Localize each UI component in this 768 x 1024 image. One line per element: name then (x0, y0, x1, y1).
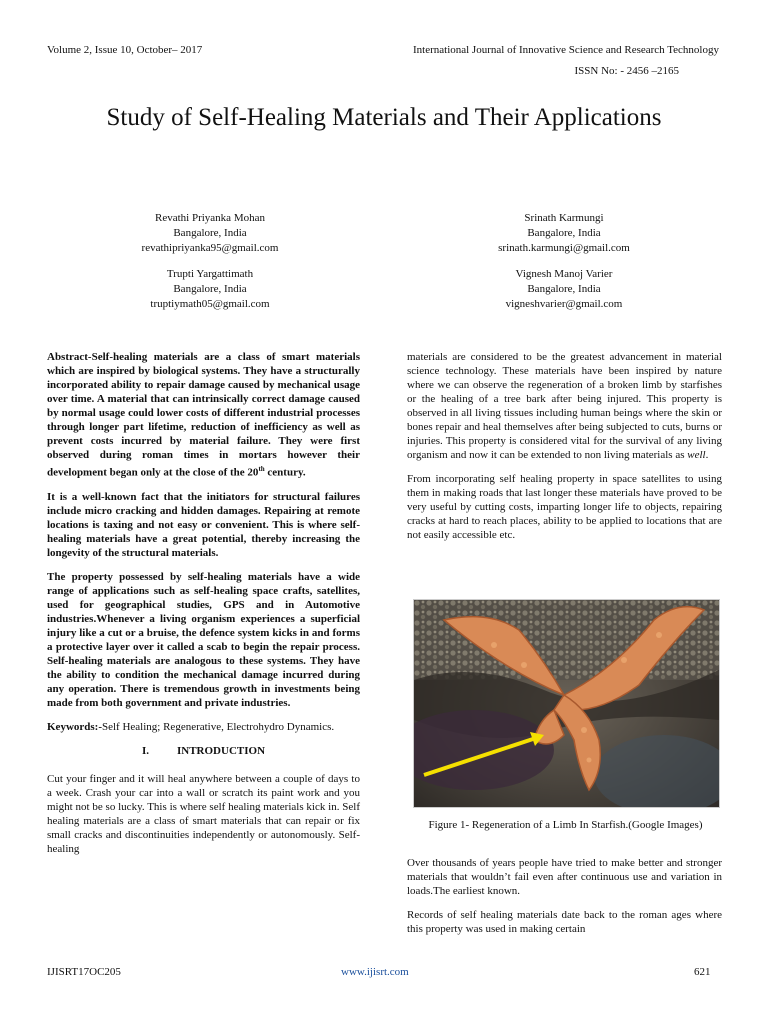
right-column-continued (407, 856, 722, 946)
issn: ISSN No: - 2456 –2165 (574, 65, 679, 77)
abstract-paragraph: The property possessed by self-healing materials have a wide range of applications such as self-healing space crafts, satellites, used for geographical studies, GPS and in Automotive industries.Whenever a living organism experiences a superficial injury like a cut or a bruise, the defence system kicks in and forms a protective layer over it called a scab to begin the repair process. Self-healing materials are analogous to these systems. They have the ability to condition the mechanical damage incurred during any operation. There is tremendous growth in investments being made from both government and private industries. (47, 570, 360, 709)
author-location: Bangalore, India (527, 227, 601, 239)
website-link[interactable]: www.ijisrt.com (341, 966, 409, 978)
page-number: 621 (694, 966, 711, 978)
author-name: Trupti Yargattimath (166, 268, 254, 280)
body-paragraph: Over thousands of years people have tried to make better and stronger materials that wouldn’t fail even after continuous use and variation in loads.The earliest known. (407, 857, 722, 897)
author-email: srinath.karmungi@gmail.com (498, 242, 630, 254)
superscript: th (258, 465, 265, 473)
body-paragraph: Cut your finger and it will heal anywhere between a couple of days to a week. Crash your car into a wall or scratch its paint work and you might not be so lucky. This is where self healing materials kick in. Self healing materials are a class of smart materials that can repair or fix small cracks and discontinuities independently or autonomously. Self-healing (47, 772, 360, 855)
starfish-figure (413, 599, 720, 808)
author-location: Bangalore, India (173, 283, 247, 295)
author-email: vigneshvarier@gmail.com (505, 298, 623, 310)
author-name: Srinath Karmungi (524, 212, 604, 224)
figure-caption: Figure 1- Regeneration of a Limb In Starfish.(Google Images) (428, 819, 703, 831)
author-block (434, 267, 694, 312)
abstract-text: Abstract-Self-healing materials are a class of smart materials which are inspired by biological systems. They have a structurally incorporated ability to repair damage caused by mechanical usage over time. A material that can intrinsically correct damage caused by normal usage could lower costs of different industrial processes through longer part lifetime, reduction of inefficiency as well as prevent costs incurred by material failure. They were first observed during roman times in mortars however their development began only at the close of the 20 (47, 351, 360, 479)
right-column (407, 350, 722, 552)
author-location: Bangalore, India (173, 227, 247, 239)
author-location: Bangalore, India (527, 283, 601, 295)
abstract-text: century. (264, 466, 306, 479)
section-heading (47, 744, 360, 758)
author-block (80, 211, 340, 256)
body-paragraph: Records of self healing materials date back to the roman ages where this property was used in making certain (407, 909, 722, 935)
paper-code: IJISRT17OC205 (47, 966, 121, 978)
volume-info: Volume 2, Issue 10, October– 2017 (47, 44, 203, 56)
starfish-image (414, 600, 719, 807)
section-title: INTRODUCTION (177, 744, 266, 757)
author-name: Revathi Priyanka Mohan (155, 212, 265, 224)
author-email: revathipriyanka95@gmail.com (141, 242, 279, 254)
italic-text: well (687, 449, 706, 461)
keywords-text: Self Healing; Regenerative, Electrohydro Dynamics. (102, 720, 335, 733)
author-block (80, 267, 340, 312)
body-text: materials are considered to be the greatest advancement in material science technology. These materials have been inspired by nature where we can observe the regeneration of a broken limb by starfishes or the healing of a tree bark after being injured. This property is observed in all living tissues including human beings where the skin or bones repair and heal themselves after being subjected to cuts, burns or injuries. This property is considered vital for the survival of any living organism and now it can be extended to non living materials as (407, 351, 722, 461)
section-number: I. (141, 744, 149, 757)
body-paragraph: From incorporating self healing property in space satellites to using them in making roads that last longer these materials have proved to be very useful by cutting costs, imparting longer life to objects, repairing cracks at hard to reach places, ability to be applied to locations that are not easily accessible etc. (407, 473, 722, 541)
keywords (47, 720, 360, 734)
author-email: truptiymath05@gmail.com (150, 298, 270, 310)
paper-title: Study of Self-Healing Materials and Their Applications (106, 104, 662, 131)
abstract-paragraph (47, 350, 360, 480)
author-block (434, 211, 694, 256)
author-name: Vignesh Manoj Varier (515, 268, 613, 280)
keywords-label: Keywords:- (47, 720, 102, 733)
left-column (47, 350, 360, 866)
body-text: . (705, 449, 709, 461)
abstract-paragraph: It is a well-known fact that the initiators for structural failures include micro cracking and hidden damages. Repairing at remote locations is taxing and not easy or convenient. This is where self-healing materials have a great potential, thereby increasing the longevity of the structural materials. (47, 490, 360, 559)
journal-name: International Journal of Innovative Science and Research Technology (412, 44, 719, 56)
body-paragraph (407, 350, 722, 462)
